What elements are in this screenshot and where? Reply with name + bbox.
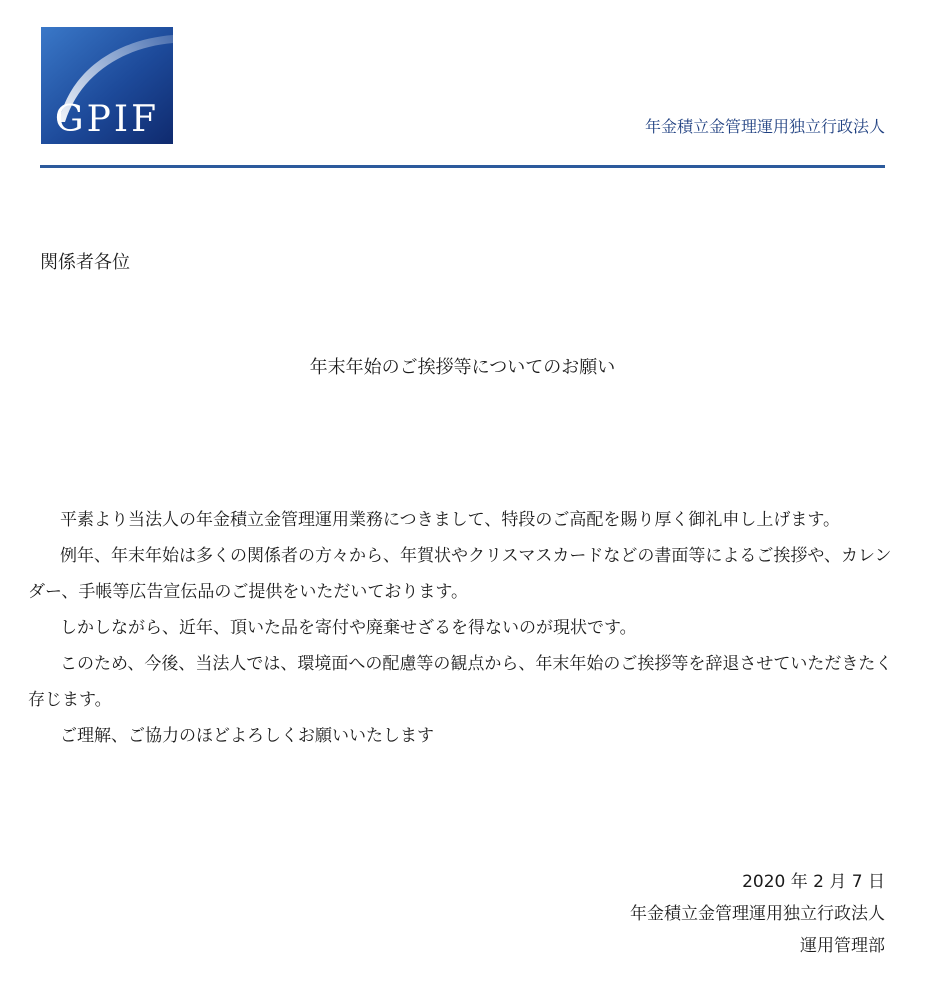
signature-block: [630, 866, 885, 962]
paragraph: 例年、年末年始は多くの関係者の方々から、年賀状やクリスマスカードなどの書面等によるご挨拶や、カレンダー、手帳等広告宣伝品のご提供をいただいております。: [28, 546, 892, 602]
salutation: 関係者各位: [40, 252, 130, 273]
paragraph: しかしながら、近年、頂いた品を寄付や廃棄せざるを得ないのが現状です。: [60, 618, 637, 638]
paragraph: ご理解、ご協力のほどよろしくお願いいたします: [60, 726, 434, 746]
paragraph: このため、今後、当法人では、環境面への配慮等の観点から、年末年始のご挨拶等を辞退させていただきたく存じます。: [28, 654, 893, 710]
header-divider: [40, 165, 885, 168]
signature-date: 2020 年 2 月 7 日: [742, 872, 885, 892]
signature-organization: 年金積立金管理運用独立行政法人: [630, 904, 885, 924]
signature-department: 運用管理部: [800, 936, 885, 956]
logo-text: GPIF: [54, 99, 160, 140]
paragraph: 平素より当法人の年金積立金管理運用業務につきまして、特段のご高配を賜り厚く御礼申し上げます。: [60, 510, 840, 530]
header-organization: 年金積立金管理運用独立行政法人: [644, 117, 885, 136]
gpif-logo: [41, 27, 173, 144]
document-title: 年末年始のご挨拶等についてのお願い: [309, 357, 616, 378]
letter-body: [28, 502, 898, 754]
